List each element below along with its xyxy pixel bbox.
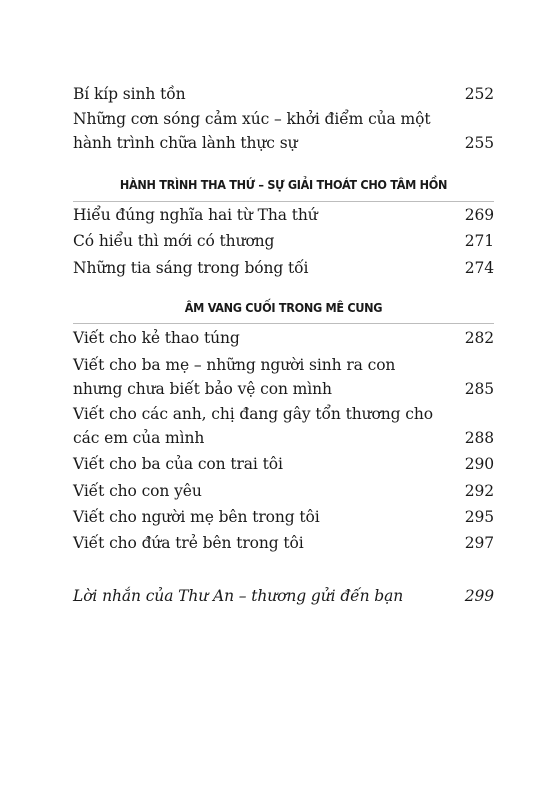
section-divider xyxy=(73,201,494,202)
toc-entry-page: 274 xyxy=(464,259,494,277)
section-divider xyxy=(73,323,494,324)
toc-entry-title: Viết cho ba mẹ – những người sinh ra con nhưng chưa biết bảo vệ con mình xyxy=(73,356,396,398)
toc-entry[interactable] xyxy=(73,531,494,555)
toc-entry-title: Viết cho người mẹ bên trong tôi xyxy=(73,508,320,526)
toc-entry-page: 271 xyxy=(464,232,494,250)
toc-entry[interactable] xyxy=(73,505,494,529)
section-heading: ÂM VANG CUỐI TRONG MÊ CUNG xyxy=(184,300,383,315)
toc-entry[interactable] xyxy=(73,203,494,227)
toc-entry-title: Viết cho con yêu xyxy=(73,482,202,500)
toc-entry-title: Có hiểu thì mới có thương xyxy=(73,232,275,250)
toc-entry-title: Những tia sáng trong bóng tối xyxy=(73,259,309,277)
toc-entry-page: 299 xyxy=(464,587,494,605)
toc-entry-title: Những cơn sóng cảm xúc – khởi điểm của một hành trình chữa lành thực sự xyxy=(73,110,431,152)
toc-entry-title: Viết cho các anh, chị đang gây tổn thương cho các em của mình xyxy=(73,405,433,447)
section-heading: HÀNH TRÌNH THA THỨ – SỰ GIẢI THOÁT CHO TÂM HỒN xyxy=(119,177,448,192)
toc-entry-title: Viết cho ba của con trai tôi xyxy=(73,455,283,473)
toc-entry-title: Bí kíp sinh tồn xyxy=(73,85,186,103)
toc-entry-page: 297 xyxy=(464,534,494,552)
toc-entry[interactable] xyxy=(73,402,494,450)
toc-entry-closing[interactable] xyxy=(73,584,494,608)
toc-entry-page: 290 xyxy=(464,455,494,473)
toc-entry-page: 295 xyxy=(464,508,494,526)
toc-entry-page: 285 xyxy=(464,380,494,398)
toc-entry-page: 288 xyxy=(464,429,494,447)
toc-entry[interactable] xyxy=(73,82,494,106)
toc-entry[interactable] xyxy=(73,107,494,155)
toc-entry-title: Viết cho đứa trẻ bên trong tôi xyxy=(73,534,304,552)
toc-entry-page: 269 xyxy=(464,206,494,224)
toc-entry[interactable] xyxy=(73,256,494,280)
toc-entry[interactable] xyxy=(73,353,494,401)
toc-entry-page: 292 xyxy=(464,482,494,500)
toc-entry-page: 282 xyxy=(464,329,494,347)
toc-entry[interactable] xyxy=(73,479,494,503)
toc-entry-page: 255 xyxy=(464,134,494,152)
toc-entry-title: Viết cho kẻ thao túng xyxy=(73,329,240,347)
toc-entry-title: Hiểu đúng nghĩa hai từ Tha thứ xyxy=(73,206,318,224)
toc-entry[interactable] xyxy=(73,452,494,476)
toc-entry-title: Lời nhắn của Thư An – thương gửi đến bạn xyxy=(73,587,404,605)
toc-entry[interactable] xyxy=(73,229,494,253)
toc-entry-page: 252 xyxy=(464,85,494,103)
toc-entry[interactable] xyxy=(73,326,494,350)
